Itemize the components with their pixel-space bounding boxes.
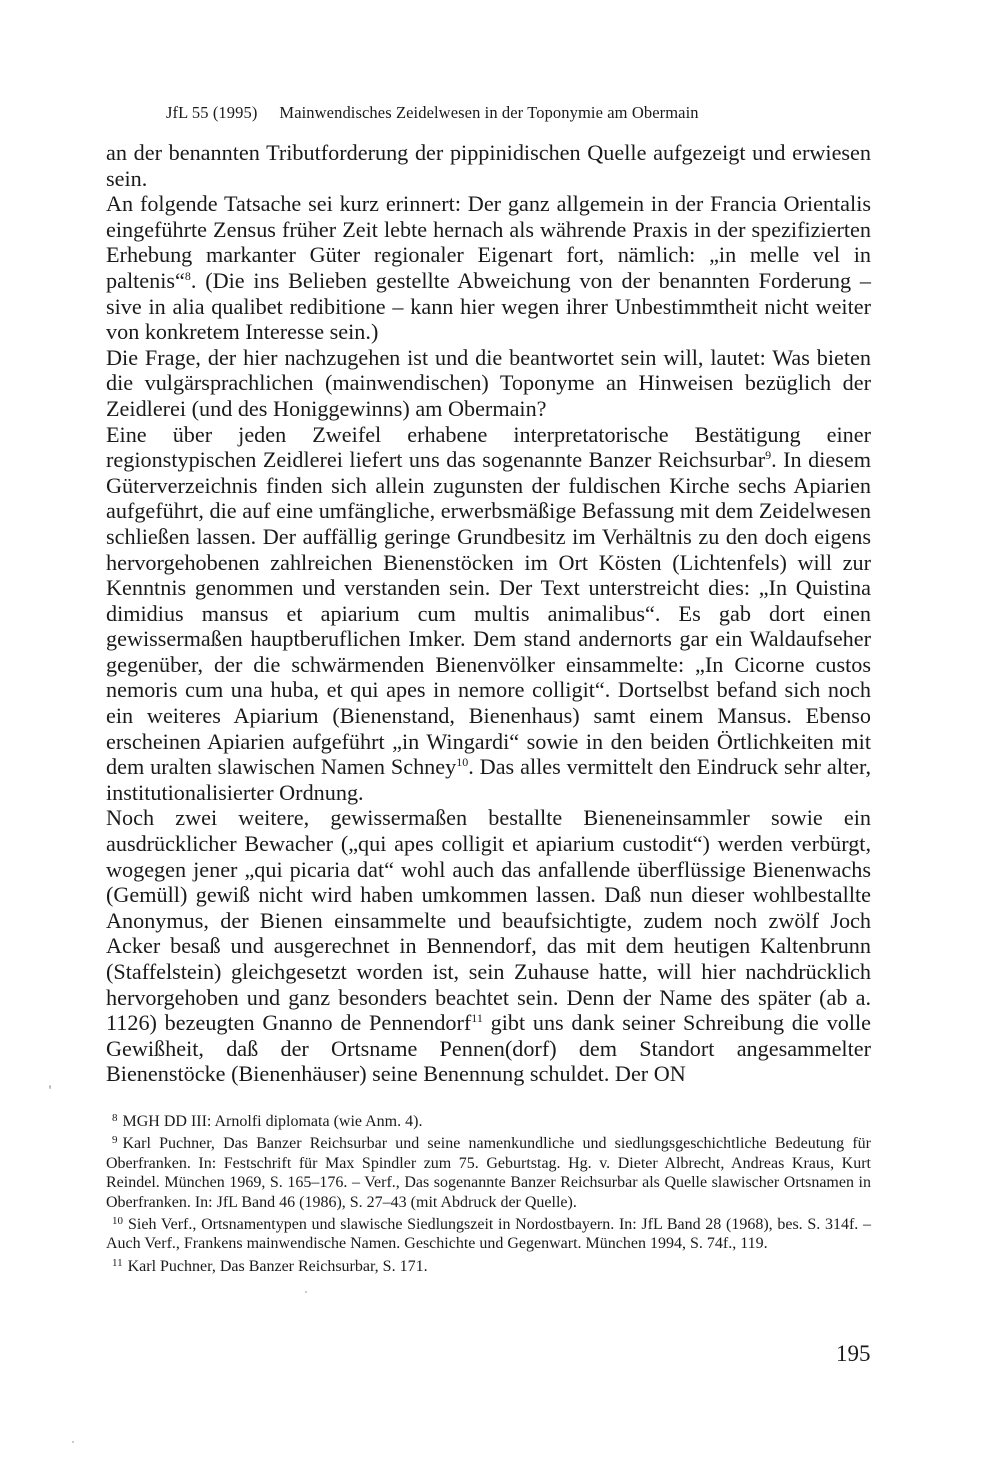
- paragraph-text: Eine über jeden Zweifel erhabene interpretatorische Bestätigung einer regionstypischen Zeidlerei liefert uns das sogenannte Banzer Reichsurbar: [106, 421, 871, 473]
- paragraph-text: An folgende Tatsache sei kurz erinnert: Der ganz allgemein in der Francia Orientalis eingeführte Zensus früher Zeit lebte hernach als währende Praxis in der spezifizierten Erhebung markanter Güter regionaler Eigenart fort, nämlich: „in melle vel in paltenis“: [106, 191, 871, 293]
- footnote-reference: 10: [456, 755, 469, 770]
- scan-speck: [305, 1291, 307, 1293]
- journal-volume: JfL 55 (1995): [166, 103, 258, 122]
- footnotes: [106, 1112, 871, 1279]
- page-number: 195: [836, 1341, 871, 1366]
- scan-speck: [72, 1441, 74, 1443]
- paragraph-text: . Das alles vermittelt den Eindruck sehr alter, institutionalisierter Ordnung.: [106, 754, 872, 805]
- footnote-reference: 11: [471, 1011, 483, 1026]
- footnote: [106, 1257, 871, 1276]
- footnote: [106, 1134, 871, 1212]
- footnote-text: MGH DD III: Arnolfi diplomata (wie Anm. 4).: [122, 1113, 423, 1130]
- paragraph-text: Noch zwei weitere, gewissermaßen bestallte Bieneneinsammler sowie ein ausdrücklicher Bewacher („qui apes colligit et apiarium custodit“) werden verbürgt, wogegen jener „qui picaria dat“ wohl auch das anfallende überflüssige Bienenwachs (Gemüll) gewiß nicht wird haben umkommen lassen. Daß nun dieser wohlbestallte Anonymus, der Bienen einsammelte und beaufsichtigte, zudem noch zwölf Joch Acker besaß und ausgerechnet in Bennendorf, das mit dem heutigen Kaltenbrunn (Staffelstein) gleichgesetzt worden ist, sein Zuhause hatte, will hier nachdrücklich hervorgehoben und ganz besonders beachtet sein. Denn der Name des später (ab a. 1126) bezeugten Gnanno de Pennendorf: [106, 805, 871, 1036]
- scan-speck: [49, 1085, 51, 1089]
- paragraph: [106, 140, 871, 191]
- paragraph-text: an der benannten Tributforderung der pippinidischen Quelle aufgezeigt und erwiesen sein.: [106, 140, 871, 191]
- footnote-text: Karl Puchner, Das Banzer Reichsurbar und seine namenkundliche und siedlungsgeschichtliche Bedeutung für Oberfranken. In: Festschrift für Max Spindler zum 75. Geburtstag. Hg. v. Dieter Albrecht, Andreas Kraus, Kurt Reindel. München 1969, S. 165–176. – Verf., Das sogenannte Banzer Reichsurbar als Quelle slawischer Ortsnamen in Oberfranken. In: JfL Band 46 (1986), S. 27–43 (mit Abdruck der Quelle).: [106, 1135, 871, 1211]
- paragraph: [106, 191, 871, 345]
- paragraph-text: . In diesem Güterverzeichnis finden sich allein zugunsten der fuldischen Kirche sechs Apiarien aufgeführt, die auf eine umfängliche, erwerbsmäßige Befassung mit dem Zeidelwesen schließen lassen. Der auffällig geringe Grundbesitz im Verhältnis zu den doch eigens hervorgehobenen zahlreichen Bienenstöcken im Ort Kösten (Lichtenfels) will zur Kenntnis genommen und verstanden sein. Der Text unterstreicht dies: „In Quistina dimidius mansus et apiarium cum multis animalibus“. Es gab dort einen gewissermaßen hauptberuflichen Imker. Dem stand andernorts gar ein Waldaufseher gegenüber, der die schwärmenden Bienenvölker einsammelte: „In Cicorne custos nemoris cum una huba, et qui apes in nemore colligit“. Dortselbst befand sich noch ein weiteres Apiarium (Bienenstand, Bienenhaus) samt einem Mansus. Ebenso erscheinen Apiarien aufgeführt „in Wingardi“ sowie in den beiden Örtlichkeiten mit dem uralten slawischen Namen Schney: [106, 447, 871, 780]
- footnote-number: 9: [112, 1134, 118, 1147]
- paragraph: [106, 805, 871, 1087]
- running-head: [166, 103, 826, 123]
- paragraph: [106, 422, 871, 806]
- paragraph-text: gibt uns dank seiner Schreibung die volle Gewißheit, daß der Ortsname Pennen(dorf) dem Standort angesammelter Bienenstöcke (Bienenhäuser) seine Benennung schuldet. Der ON: [106, 1010, 871, 1087]
- footnote-number: 10: [112, 1215, 123, 1228]
- footnote-number: 11: [112, 1256, 123, 1269]
- paragraph-text: Die Frage, der hier nachzugehen ist und die beantwortet sein will, lautet: Was bieten die vulgärsprachlichen (mainwendischen) Toponyme an Hinweisen bezüglich der Zeidlerei (und des Honiggewinns) am Obermain?: [106, 344, 871, 421]
- footnote: [106, 1215, 871, 1254]
- body-text: [106, 140, 871, 1087]
- footnote: [106, 1112, 871, 1131]
- paragraph: [106, 345, 871, 422]
- article-title: Mainwendisches Zeidelwesen in der Toponymie am Obermain: [279, 103, 699, 122]
- footnote-reference: 8: [184, 268, 191, 283]
- footnote-number: 8: [112, 1112, 118, 1124]
- footnote-text: Karl Puchner, Das Banzer Reichsurbar, S. 171.: [127, 1257, 428, 1275]
- paragraph-text: . (Die ins Belieben gestellte Abweichung von der benannten Forderung – sive in alia qualibet redibitione – kann hier wegen ihrer Unbestimmtheit nicht weiter von konkretem Interesse sein.): [106, 267, 871, 345]
- footnote-text: Sieh Verf., Ortsnamentypen und slawische Siedlungszeit in Nordostbayern. In: JfL Band 28 (1968), bes. S. 314f. – Auch Verf., Frankens mainwendische Namen. Geschichte und Gegenwart. München 1994, S. 74f., 119.: [106, 1216, 871, 1253]
- footnote-reference: 9: [765, 448, 772, 463]
